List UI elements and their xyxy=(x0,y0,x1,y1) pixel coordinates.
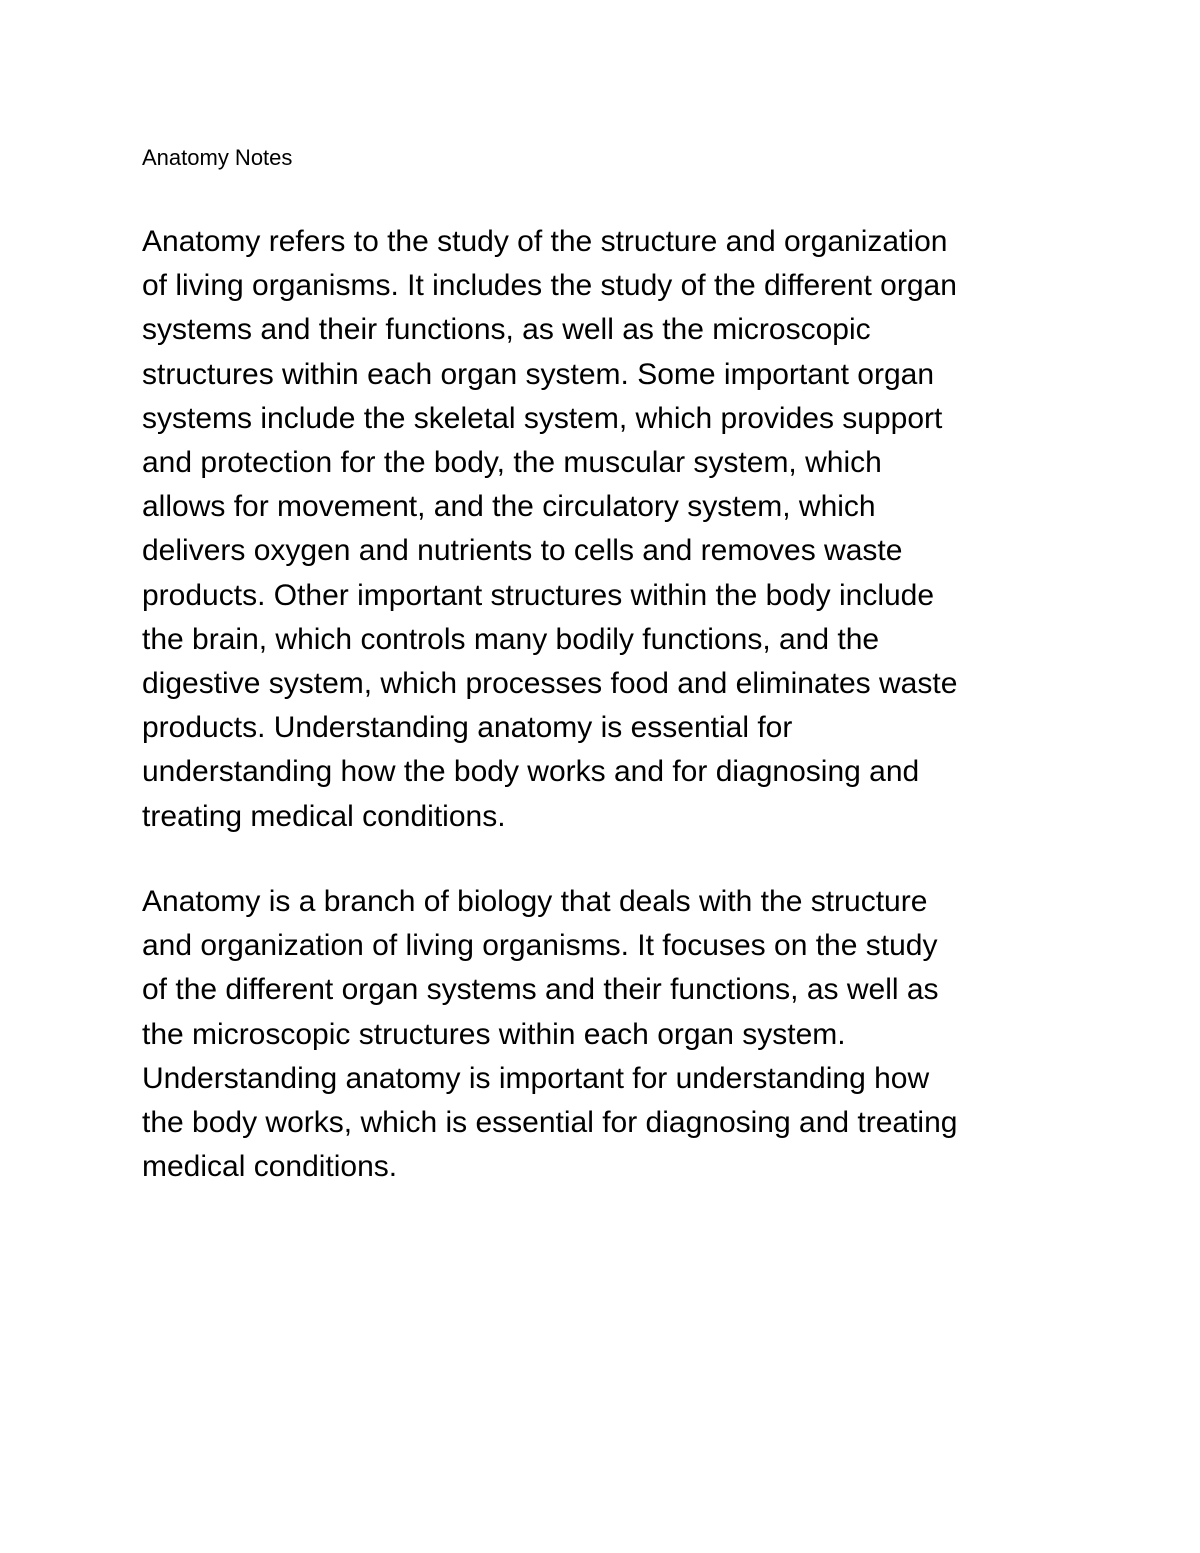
paragraph-line: delivers oxygen and nutrients to cells and removes waste xyxy=(142,534,903,568)
paragraph-line: Understanding anatomy is important for understanding how xyxy=(142,1061,930,1095)
paragraph-line: and organization of living organisms. It focuses on the study xyxy=(142,929,938,963)
paragraph-line: allows for movement, and the circulatory system, which xyxy=(142,490,876,524)
paragraph-2 xyxy=(142,880,957,1189)
paragraph-line: understanding how the body works and for diagnosing and xyxy=(142,755,920,789)
paragraph-line: of living organisms. It includes the study of the different organ xyxy=(142,269,957,303)
paragraph-line: structures within each organ system. Some important organ xyxy=(142,357,935,391)
paragraph-line: systems include the skeletal system, which provides support xyxy=(142,401,943,435)
paragraph-line: digestive system, which processes food and eliminates waste xyxy=(142,667,958,701)
paragraph-line: and protection for the body, the muscular system, which xyxy=(142,446,882,480)
paragraph-line: systems and their functions, as well as the microscopic xyxy=(142,313,871,347)
paragraph-line: products. Other important structures within the body include xyxy=(142,578,935,612)
paragraph-line: the brain, which controls many bodily functions, and the xyxy=(142,622,880,656)
paragraph-line: of the different organ systems and their functions, as well as xyxy=(142,973,939,1007)
document-title: Anatomy Notes xyxy=(142,145,293,170)
paragraph-line: treating medical conditions. xyxy=(142,799,506,833)
paragraph-line: the body works, which is essential for diagnosing and treating xyxy=(142,1106,958,1140)
paragraph-line: Anatomy refers to the study of the structure and organization xyxy=(142,225,948,258)
paragraph-line: products. Understanding anatomy is essential for xyxy=(142,711,793,745)
paragraph-1 xyxy=(142,220,957,839)
paragraph-line: medical conditions. xyxy=(142,1150,398,1184)
paragraph-line: the microscopic structures within each organ system. xyxy=(142,1017,846,1051)
paragraph-line: Anatomy is a branch of biology that deals with the structure xyxy=(142,885,928,918)
